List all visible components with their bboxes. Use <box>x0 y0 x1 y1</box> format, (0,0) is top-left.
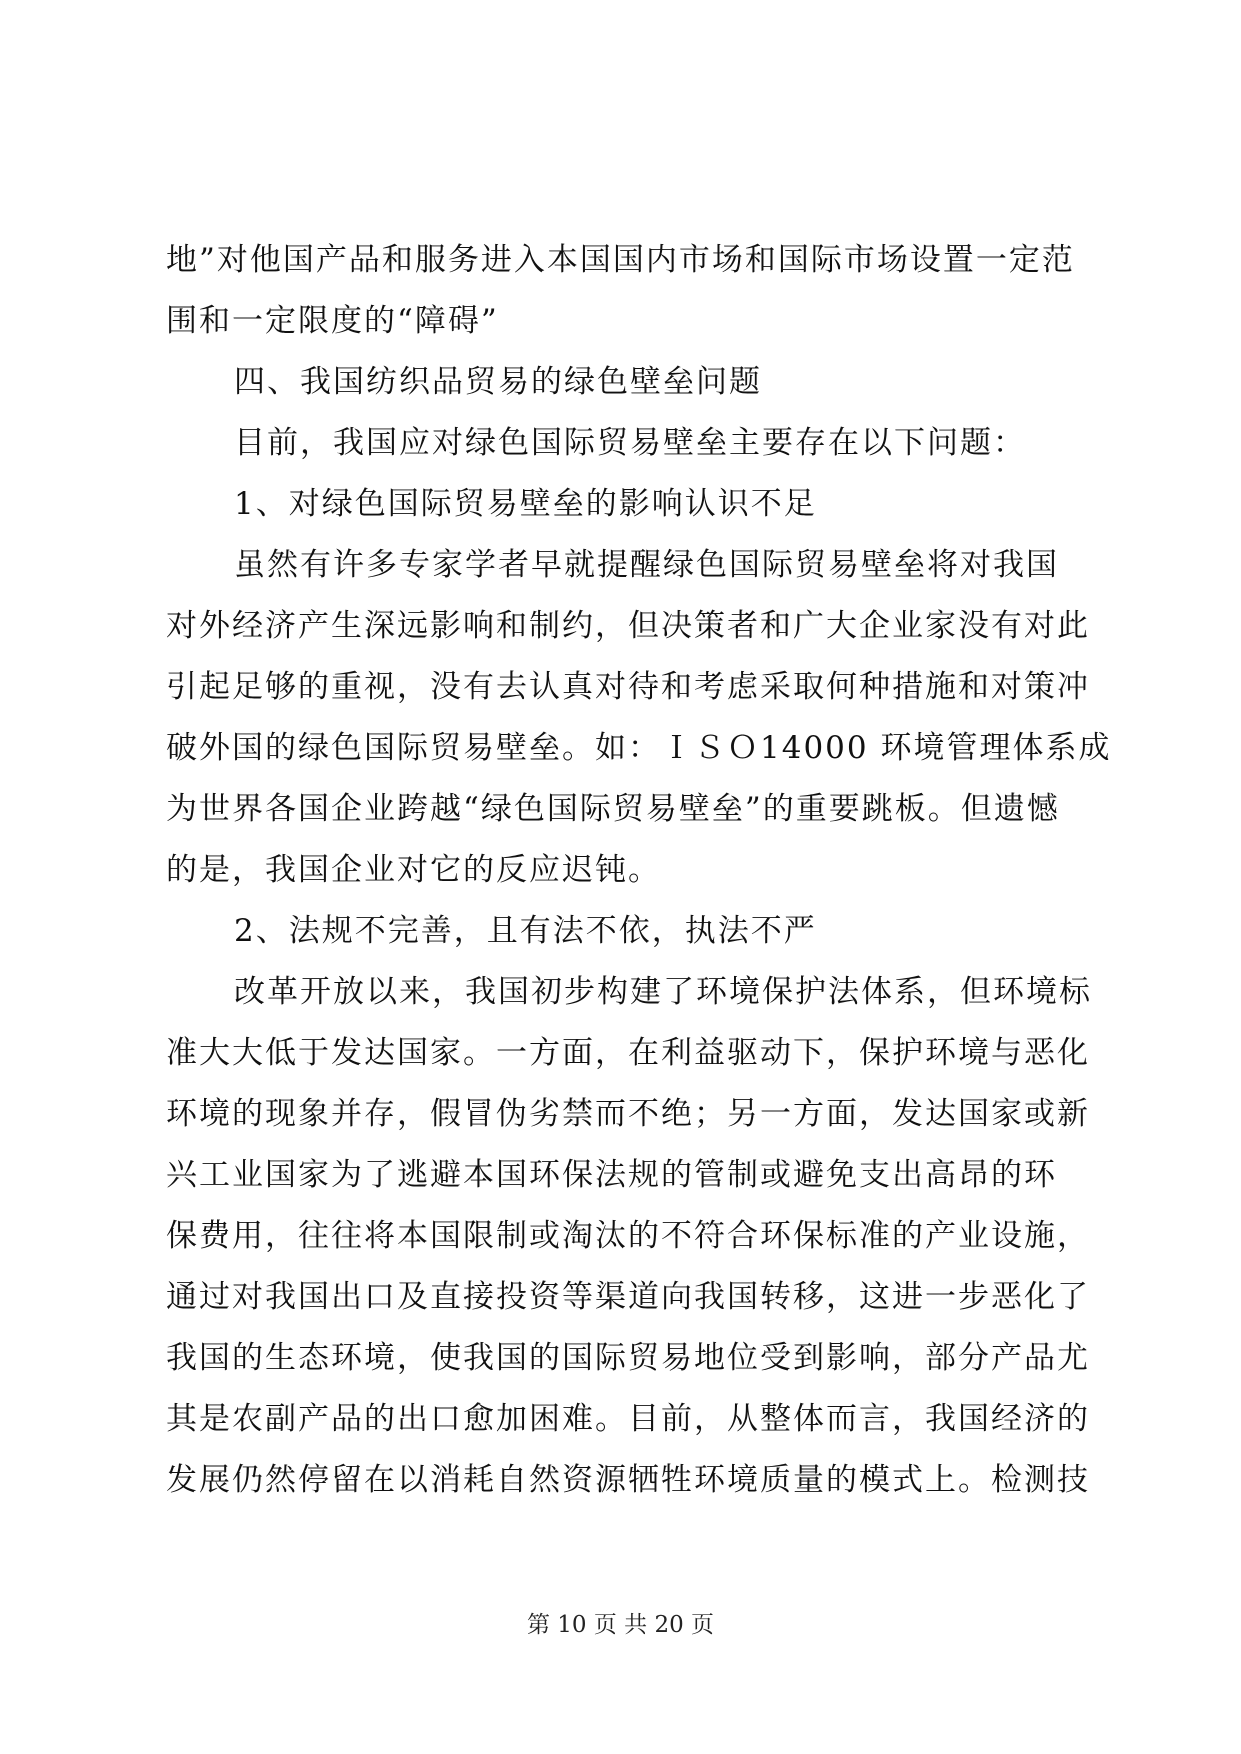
subsection-heading: 2、法规不完善，且有法不依，执法不严 <box>234 913 817 949</box>
text-line: 引起足够的重视，没有去认真对待和考虑采取何种措施和对策冲 <box>166 669 1090 705</box>
text-line: 的是，我国企业对它的反应迟钝。 <box>166 852 661 888</box>
text-line: 对外经济产生深远影响和制约，但决策者和广大企业家没有对此 <box>166 608 1090 644</box>
subsection-heading: 1、对绿色国际贸易壁垒的影响认识不足 <box>234 486 817 522</box>
text-line: 围和一定限度的“障碍” <box>166 303 499 339</box>
body-text <box>166 230 1112 1511</box>
text-line: 虽然有许多专家学者早就提醒绿色国际贸易壁垒将对我国 <box>234 547 1059 583</box>
text-line: 发展仍然停留在以消耗自然资源牺牲环境质量的模式上。检测技 <box>166 1462 1090 1498</box>
text-line: 其是农副产品的出口愈加困难。目前，从整体而言，我国经济的 <box>166 1401 1090 1437</box>
text-line: 破外国的绿色国际贸易壁垒。如：ＩＳＯ14000 环境管理体系成 <box>166 730 1112 766</box>
text-line: 保费用，往往将本国限制或淘汰的不符合环保标准的产业设施， <box>166 1218 1090 1254</box>
text-line: 我国的生态环境，使我国的国际贸易地位受到影响，部分产品尤 <box>166 1340 1090 1376</box>
text-line: 目前，我国应对绿色国际贸易壁垒主要存在以下问题： <box>234 425 1026 461</box>
section-heading: 四、我国纺织品贸易的绿色壁垒问题 <box>234 364 762 400</box>
text-line: 环境的现象并存，假冒伪劣禁而不绝；另一方面，发达国家或新 <box>166 1096 1090 1132</box>
text-line: 兴工业国家为了逃避本国环保法规的管制或避免支出高昂的环 <box>166 1157 1057 1193</box>
page-number-footer: 第 10 页 共 20 页 <box>526 1612 715 1638</box>
text-line: 为世界各国企业跨越“绿色国际贸易壁垒”的重要跳板。但遗憾 <box>166 791 1060 827</box>
text-line: 地”对他国产品和服务进入本国国内市场和国际市场设置一定范 <box>166 242 1075 278</box>
text-line: 通过对我国出口及直接投资等渠道向我国转移，这进一步恶化了 <box>166 1279 1090 1315</box>
text-line: 改革开放以来，我国初步构建了环境保护法体系，但环境标 <box>234 974 1092 1010</box>
text-line: 准大大低于发达国家。一方面，在利益驱动下，保护环境与恶化 <box>166 1035 1090 1071</box>
